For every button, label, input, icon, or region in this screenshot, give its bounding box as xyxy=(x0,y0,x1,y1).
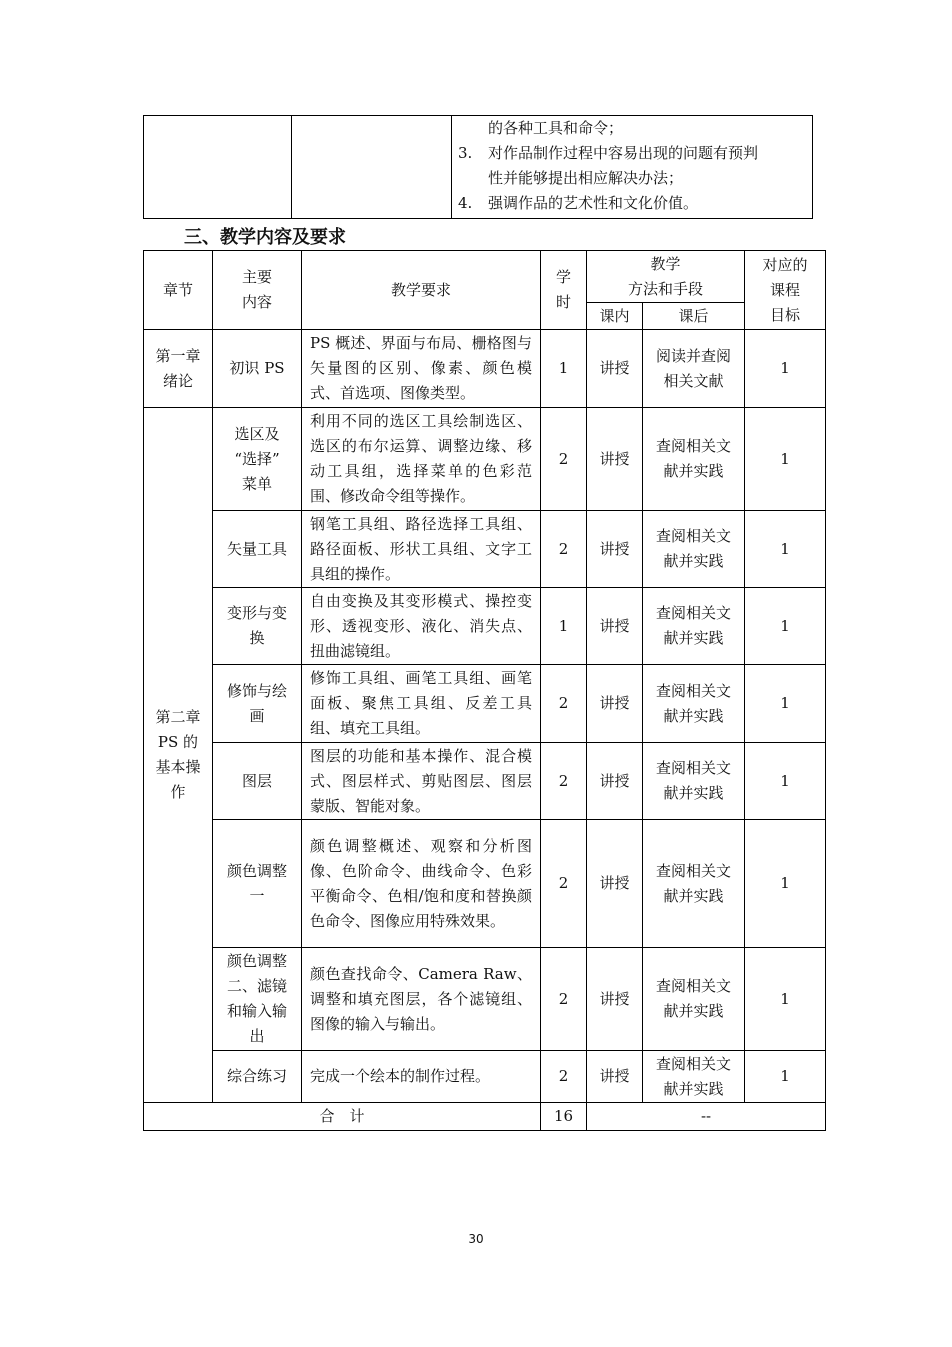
table-row xyxy=(144,665,826,743)
objective-number: 4. xyxy=(458,194,473,212)
table-row xyxy=(144,1051,826,1103)
objective-cell: 1 xyxy=(745,330,826,408)
objective-cell: 1 xyxy=(745,1051,826,1103)
header-content: 主要 内容 xyxy=(213,251,302,330)
content-cell: 变形与变 换 xyxy=(213,588,302,665)
total-row xyxy=(144,1103,826,1131)
in-class-cell: 讲授 xyxy=(587,588,643,665)
content-cell: 综合练习 xyxy=(213,1051,302,1103)
hours-cell: 1 xyxy=(541,330,587,408)
header-after-class: 课后 xyxy=(643,303,745,330)
table-row xyxy=(144,588,826,665)
total-rest: -- xyxy=(587,1103,826,1131)
objective-cell: 1 xyxy=(745,665,826,743)
prev-objectives-table xyxy=(143,115,813,219)
objective-number: 3. xyxy=(458,144,473,162)
teaching-content-table xyxy=(143,250,826,1131)
objective-cell: 1 xyxy=(745,743,826,820)
content-cell: 颜色调整 一 xyxy=(213,820,302,948)
after-class-cell: 查阅相关文 献并实践 xyxy=(643,948,745,1051)
objective-cell: 1 xyxy=(745,408,826,511)
table-row xyxy=(144,948,826,1051)
header-methods: 教学 方法和手段 xyxy=(587,251,745,303)
objective-text: 强调作品的艺术性和文化价值。 xyxy=(488,194,699,212)
hours-cell: 2 xyxy=(541,948,587,1051)
content-cell: 初识 PS xyxy=(213,330,302,408)
hours-cell: 2 xyxy=(541,1051,587,1103)
requirements-cell: PS 概述、界面与布局、栅格图与矢量图的区别、像素、颜色模式、首选项、图像类型。 xyxy=(302,330,541,408)
hours-cell: 2 xyxy=(541,820,587,948)
requirements-cell: 钢笔工具组、路径选择工具组、路径面板、形状工具组、文字工具组的操作。 xyxy=(302,511,541,588)
content-cell: 修饰与绘 画 xyxy=(213,665,302,743)
objective-text: 的各种工具和命令； xyxy=(488,119,624,137)
prev-cell-empty-1 xyxy=(144,116,292,219)
table-row xyxy=(144,408,826,511)
total-hours: 16 xyxy=(541,1103,587,1131)
after-class-cell: 查阅相关文 献并实践 xyxy=(643,1051,745,1103)
objective-list xyxy=(458,116,806,216)
in-class-cell: 讲授 xyxy=(587,408,643,511)
after-class-cell: 阅读并查阅 相关文献 xyxy=(643,330,745,408)
after-class-cell: 查阅相关文 献并实践 xyxy=(643,408,745,511)
objective-item xyxy=(458,141,806,166)
objective-item xyxy=(458,116,806,141)
chapter-cell: 第一章 绪论 xyxy=(144,330,213,408)
requirements-cell: 图层的功能和基本操作、混合模式、图层样式、剪贴图层、图层蒙版、智能对象。 xyxy=(302,743,541,820)
requirements-cell: 颜色调整概述、观察和分析图像、色阶命令、曲线命令、色彩平衡命令、色相/饱和度和替换颜色命令、图像应用特殊效果。 xyxy=(302,820,541,948)
after-class-cell: 查阅相关文 献并实践 xyxy=(643,820,745,948)
header-requirements: 教学要求 xyxy=(302,251,541,330)
after-class-cell: 查阅相关文 献并实践 xyxy=(643,665,745,743)
after-class-cell: 查阅相关文 献并实践 xyxy=(643,588,745,665)
objective-item xyxy=(458,166,806,191)
objective-text: 性并能够提出相应解决办法； xyxy=(488,169,684,187)
in-class-cell: 讲授 xyxy=(587,511,643,588)
objective-number xyxy=(458,116,488,141)
chapter-cell: 第二章 PS 的 基本操 作 xyxy=(144,408,213,1103)
hours-cell: 1 xyxy=(541,588,587,665)
requirements-cell: 完成一个绘本的制作过程。 xyxy=(302,1051,541,1103)
prev-cell-empty-2 xyxy=(292,116,452,219)
page-number: 30 xyxy=(468,1232,484,1246)
header-chapter: 章节 xyxy=(144,251,213,330)
content-cell: 矢量工具 xyxy=(213,511,302,588)
requirements-cell: 修饰工具组、画笔工具组、画笔面板、聚焦工具组、反差工具组、填充工具组。 xyxy=(302,665,541,743)
table-row xyxy=(144,511,826,588)
objective-cell: 1 xyxy=(745,588,826,665)
after-class-cell: 查阅相关文 献并实践 xyxy=(643,511,745,588)
total-label: 合 计 xyxy=(144,1103,541,1131)
content-cell: 图层 xyxy=(213,743,302,820)
objective-number xyxy=(458,166,488,191)
table-body xyxy=(144,330,826,1131)
hours-cell: 2 xyxy=(541,511,587,588)
objective-item xyxy=(458,191,806,216)
table-row xyxy=(144,743,826,820)
hours-cell: 2 xyxy=(541,743,587,820)
in-class-cell: 讲授 xyxy=(587,948,643,1051)
in-class-cell: 讲授 xyxy=(587,1051,643,1103)
content-cell: 颜色调整 二、滤镜 和输入输 出 xyxy=(213,948,302,1051)
in-class-cell: 讲授 xyxy=(587,820,643,948)
objective-cell: 1 xyxy=(745,511,826,588)
hours-cell: 2 xyxy=(541,665,587,743)
header-hours: 学 时 xyxy=(541,251,587,330)
prev-cell-objectives xyxy=(452,116,813,219)
in-class-cell: 讲授 xyxy=(587,330,643,408)
hours-cell: 2 xyxy=(541,408,587,511)
after-class-cell: 查阅相关文 献并实践 xyxy=(643,743,745,820)
table-row xyxy=(144,820,826,948)
section-heading: 三、教学内容及要求 xyxy=(184,227,346,248)
objective-cell: 1 xyxy=(745,948,826,1051)
header-in-class: 课内 xyxy=(587,303,643,330)
header-objective: 对应的 课程 目标 xyxy=(745,251,826,330)
in-class-cell: 讲授 xyxy=(587,743,643,820)
requirements-cell: 利用不同的选区工具绘制选区、选区的布尔运算、调整边缘、移动工具组，选择菜单的色彩范围、修改命令组等操作。 xyxy=(302,408,541,511)
objective-text: 对作品制作过程中容易出现的问题有预判 xyxy=(488,144,759,162)
content-cell: 选区及 “选择” 菜单 xyxy=(213,408,302,511)
in-class-cell: 讲授 xyxy=(587,665,643,743)
table-row xyxy=(144,330,826,408)
requirements-cell: 颜色查找命令、Camera Raw、调整和填充图层，各个滤镜组、图像的输入与输出。 xyxy=(302,948,541,1051)
objective-cell: 1 xyxy=(745,820,826,948)
requirements-cell: 自由变换及其变形模式、操控变形、透视变形、液化、消失点、扭曲滤镜组。 xyxy=(302,588,541,665)
